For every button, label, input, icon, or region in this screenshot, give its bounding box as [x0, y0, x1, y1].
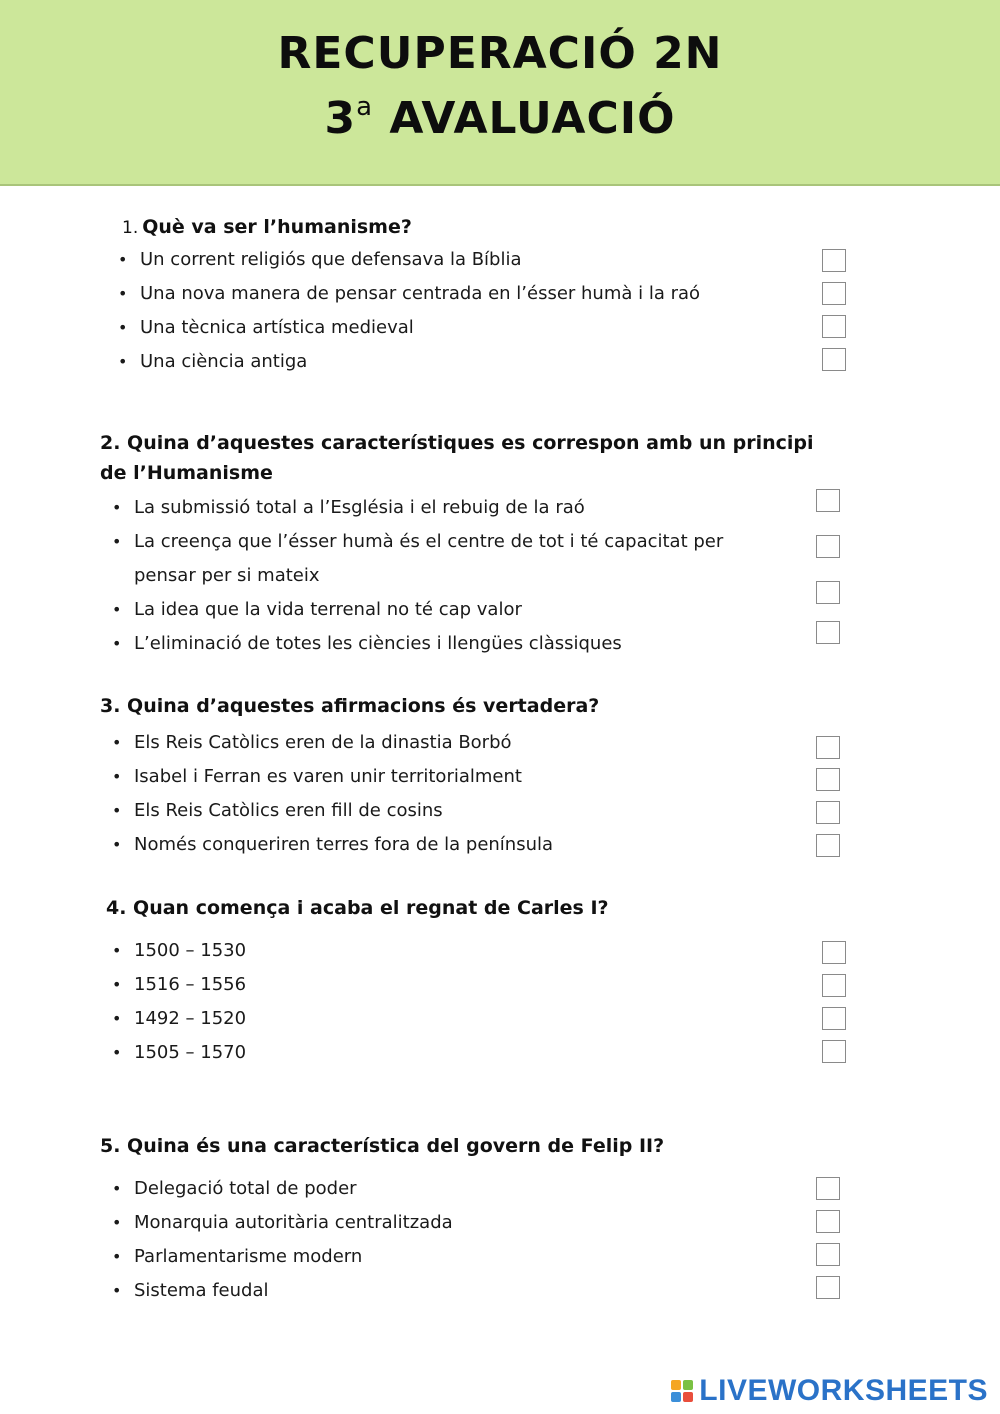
bullet-icon: • [112, 835, 122, 854]
checkbox-2a[interactable] [816, 489, 840, 512]
bullet-icon: • [112, 1043, 122, 1062]
bullet-icon: • [112, 1009, 122, 1028]
option-2b-label: La creença que l’ésser humà és el centre de tot i té capacitat per pensar per si mateix [134, 531, 724, 586]
checkbox-1a[interactable] [822, 249, 846, 272]
option-4b-label: 1516 – 1556 [134, 974, 247, 995]
logo-square-2 [683, 1380, 693, 1390]
logo-square-4 [683, 1392, 693, 1402]
option-4a-label: 1500 – 1530 [134, 940, 247, 961]
checkbox-3a[interactable] [816, 736, 840, 759]
checkbox-5d[interactable] [816, 1276, 840, 1299]
bullet-icon: • [112, 941, 122, 960]
logo-text: LIVEWORKSHEETS [699, 1374, 988, 1407]
subtitle-superscript: a [356, 92, 374, 122]
bullet-icon: • [112, 498, 122, 517]
checkbox-2b[interactable] [816, 535, 840, 558]
option-3d-label: Només conqueriren terres fora de la península [134, 834, 554, 855]
checkbox-3c[interactable] [816, 801, 840, 824]
option-5a-label: Delegació total de poder [134, 1178, 357, 1199]
bullet-icon: • [112, 600, 122, 619]
option-3c [112, 794, 443, 828]
option-3a-label: Els Reis Catòlics eren de la dinastia Borbó [134, 732, 512, 753]
logo-square-3 [671, 1392, 681, 1402]
option-4c-label: 1492 – 1520 [134, 1008, 247, 1029]
liveworksheets-logo-icon [671, 1380, 693, 1402]
bullet-icon: • [112, 1179, 122, 1198]
option-3b-label: Isabel i Ferran es varen unir territorialment [134, 766, 522, 787]
option-1a-label: Un corrent religiós que defensava la Bíblia [140, 249, 522, 270]
bullet-icon: • [112, 532, 122, 551]
option-5b-label: Monarquia autoritària centralitzada [134, 1212, 453, 1233]
logo-square-1 [671, 1380, 681, 1390]
checkbox-3d[interactable] [816, 834, 840, 857]
option-1d [118, 345, 308, 379]
checkbox-1c[interactable] [822, 315, 846, 338]
option-2a [112, 491, 585, 525]
bullet-icon: • [118, 284, 128, 303]
option-1b [118, 277, 701, 311]
checkbox-1d[interactable] [822, 348, 846, 371]
title-banner [0, 0, 1000, 186]
checkbox-4c[interactable] [822, 1007, 846, 1030]
option-2a-label: La submissió total a l’Església i el rebuig de la raó [134, 497, 585, 518]
checkbox-3b[interactable] [816, 768, 840, 791]
checkbox-5c[interactable] [816, 1243, 840, 1266]
option-5d-label: Sistema feudal [134, 1280, 269, 1301]
question-2: 2. Quina d’aquestes característiques es correspon amb un principi de l’Humanisme [100, 432, 814, 484]
option-2d-label: L’eliminació de totes les ciències i llengües clàssiques [134, 633, 622, 654]
option-1d-label: Una ciència antiga [140, 351, 308, 372]
option-2c-label: La idea que la vida terrenal no té cap valor [134, 599, 522, 620]
liveworksheets-logo[interactable] [671, 1374, 988, 1408]
checkbox-4a[interactable] [822, 941, 846, 964]
question-5: 5. Quina és una característica del govern de Felip II? [100, 1135, 665, 1157]
page-subtitle [0, 92, 1000, 144]
option-1b-label: Una nova manera de pensar centrada en l’ésser humà i la raó [140, 283, 701, 304]
bullet-icon: • [118, 352, 128, 371]
bullet-icon: • [112, 1281, 122, 1300]
bullet-icon: • [118, 318, 128, 337]
option-5c-label: Parlamentarisme modern [134, 1246, 363, 1267]
option-4b [112, 968, 247, 1002]
question-1 [122, 212, 852, 243]
checkbox-2c[interactable] [816, 581, 840, 604]
option-3a [112, 726, 512, 760]
checkbox-2d[interactable] [816, 621, 840, 644]
option-5c [112, 1240, 363, 1274]
bullet-icon: • [112, 975, 122, 994]
bullet-icon: • [112, 767, 122, 786]
subtitle-text: AVALUACIÓ [373, 93, 676, 144]
checkbox-4d[interactable] [822, 1040, 846, 1063]
option-5d [112, 1274, 269, 1308]
option-5b [112, 1206, 453, 1240]
checkbox-1b[interactable] [822, 282, 846, 305]
option-1c [118, 311, 414, 345]
option-1a [118, 243, 522, 277]
option-2b [112, 525, 784, 593]
option-2d [112, 627, 622, 661]
question-3: 3. Quina d’aquestes afirmacions és vertadera? [100, 695, 600, 717]
option-3c-label: Els Reis Catòlics eren fill de cosins [134, 800, 443, 821]
option-2c [112, 593, 522, 627]
option-3d [112, 828, 554, 862]
option-4c [112, 1002, 247, 1036]
bullet-icon: • [112, 1247, 122, 1266]
checkbox-4b[interactable] [822, 974, 846, 997]
page-title: RECUPERACIÓ 2N [277, 28, 723, 79]
bullet-icon: • [118, 250, 128, 269]
question-1-number: 1. [122, 218, 139, 238]
bullet-icon: • [112, 733, 122, 752]
question-1-text: Què va ser l’humanisme? [142, 216, 412, 238]
checkbox-5b[interactable] [816, 1210, 840, 1233]
bullet-icon: • [112, 801, 122, 820]
subtitle-number: 3 [324, 93, 357, 144]
option-4a [112, 934, 247, 968]
option-1c-label: Una tècnica artística medieval [140, 317, 414, 338]
checkbox-5a[interactable] [816, 1177, 840, 1200]
option-4d [112, 1036, 247, 1070]
question-4: 4. Quan comença i acaba el regnat de Carles I? [106, 897, 609, 919]
bullet-icon: • [112, 1213, 122, 1232]
option-3b [112, 760, 522, 794]
option-4d-label: 1505 – 1570 [134, 1042, 247, 1063]
bullet-icon: • [112, 634, 122, 653]
option-5a [112, 1172, 357, 1206]
